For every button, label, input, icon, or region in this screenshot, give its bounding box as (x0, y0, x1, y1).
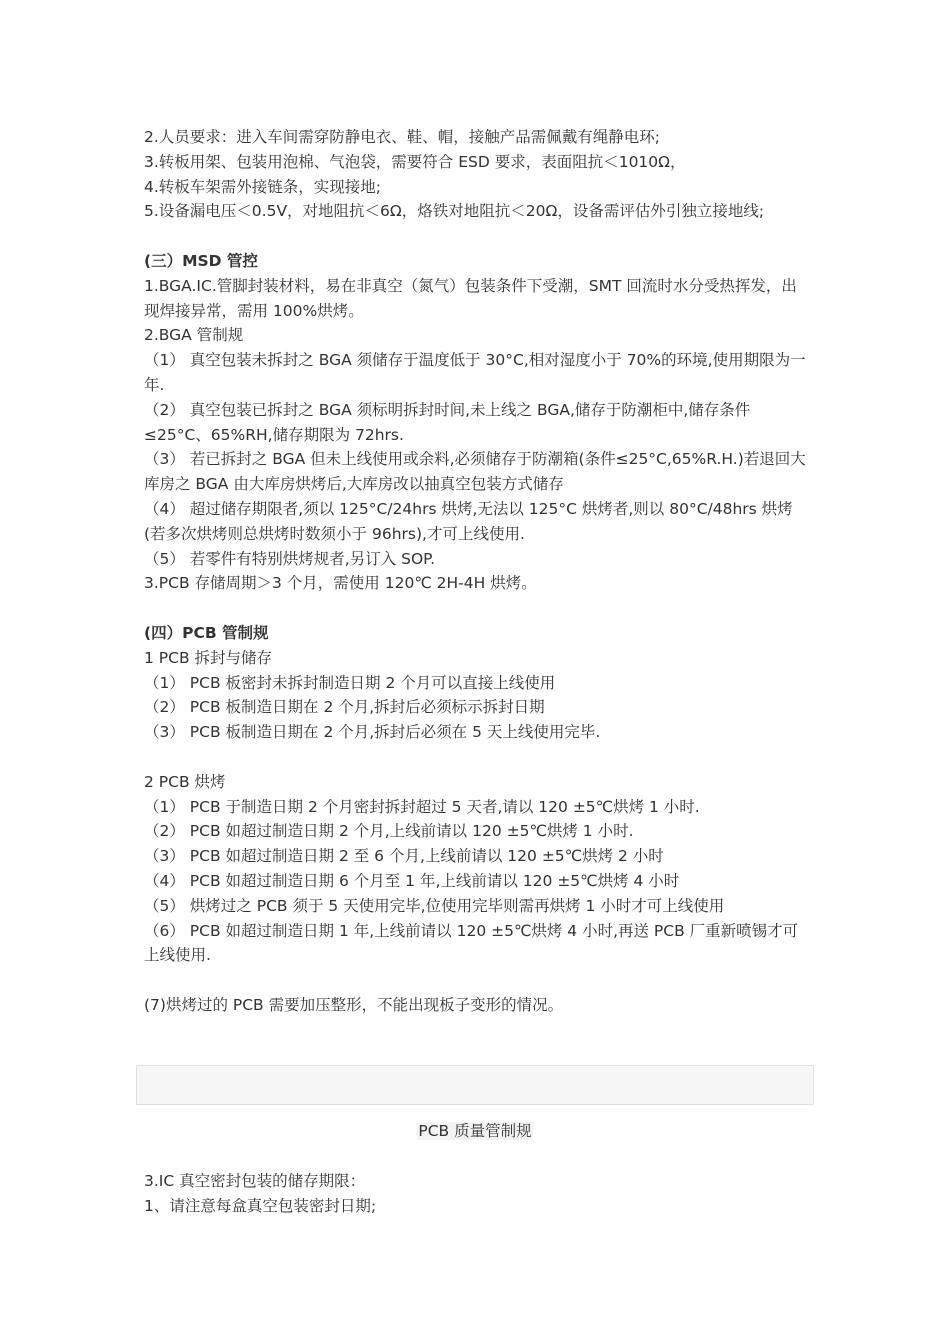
document-body (144, 125, 809, 1018)
bga-rule-2: （2） 真空包装已拆封之 BGA 须标明拆封时间,未上线之 BGA,储存于防潮柜中,储存条件≤25°C、65%RH,储存期限为 72hrs. (144, 400, 751, 444)
bga-rule-5: （5） 若零件有特别烘烤规者,另订入 SOP. (144, 549, 436, 568)
pcb-sub1-item-1: （1） PCB 板密封未拆封制造日期 2 个月可以直接上线使用 (144, 673, 556, 692)
pcb-sub2-item-6: （6） PCB 如超过制造日期 1 年,上线前请以 120 ±5℃烘烤 4 小时,再送 PCB 厂重新喷锡才可上线使用. (144, 921, 799, 965)
ic-item-1: 1、请注意每盒真空包装密封日期; (144, 1196, 377, 1215)
pcb-sub2-item-3: （3） PCB 如超过制造日期 2 至 6 个月,上线前请以 120 ±5℃烘烤 2 小时 (144, 847, 664, 866)
figure-caption (0, 1119, 950, 1143)
pcb-sub2-item-4: （4） PCB 如超过制造日期 6 个月至 1 年,上线前请以 120 ±5℃烘烤 4 小时 (144, 871, 680, 890)
msd-item-2-title: 2.BGA 管制规 (144, 326, 244, 345)
esd-item-5: 5.设备漏电压＜0.5V，对地阻抗＜6Ω，烙铁对地阻抗＜20Ω，设备需评估外引独立接地线; (144, 202, 765, 221)
bga-rule-1: （1） 真空包装未拆封之 BGA 须储存于温度低于 30°C,相对湿度小于 70%的环境,使用期限为一年. (144, 351, 806, 394)
pcb-sub1-item-3: （3） PCB 板制造日期在 2 个月,拆封后必须在 5 天上线使用完毕. (144, 723, 601, 742)
esd-item-2: 2.人员要求：进入车间需穿防静电衣、鞋、帽，接触产品需佩戴有绳静电环; (144, 128, 661, 146)
ic-section (144, 1169, 809, 1219)
msd-item-1: 1.BGA.IC.管脚封装材料，易在非真空（氮气）包装条件下受潮，SMT 回流时水分受热挥发，出现焊接异常，需用 100%烘烤。 (144, 276, 797, 320)
esd-item-3: 3.转板用架、包装用泡棉、气泡袋，需要符合 ESD 要求，表面阻抗＜1010Ω， (144, 152, 686, 171)
bga-rule-4: （4） 超过储存期限者,须以 125°C/24hrs 烘烤,无法以 125°C 烘烤者,则以 80°C/48hrs 烘烤(若多次烘烤则总烘烤时数须小于 96hrs),才可上线使用. (144, 499, 793, 543)
pcb-sub2-item-2: （2） PCB 如超过制造日期 2 个月,上线前请以 120 ±5℃烘烤 1 小时. (144, 822, 634, 841)
msd-heading: (三）MSD 管控 (144, 251, 258, 270)
pcb-sub2-item-5: （5） 烘烤过之 PCB 须于 5 天使用完毕,位使用完毕则需再烘烤 1 小时才可上线使用 (144, 896, 725, 915)
pcb-heading: (四）PCB 管制规 (144, 623, 269, 642)
ic-section-title: 3.IC 真空密封包装的储存期限： (144, 1172, 366, 1190)
pcb-sub1-title: 1 PCB 拆封与储存 (144, 648, 273, 667)
msd-item-3: 3.PCB 存储周期＞3 个月，需使用 120℃ 2H-4H 烘烤。 (144, 574, 537, 593)
pcb-sub2-item-1: （1） PCB 于制造日期 2 个月密封拆封超过 5 天者,请以 120 ±5℃烘烤 1 小时. (144, 797, 700, 816)
figure-image-placeholder (136, 1065, 814, 1105)
figure-caption-text: PCB 质量管制规 (418, 1122, 532, 1140)
bga-rule-3: （3） 若已拆封之 BGA 但未上线使用或余料,必须储存于防潮箱(条件≤25°C,65%R.H.)若退回大库房之 BGA 由大库房烘烤后,大库房改以抽真空包装方式储存 (144, 450, 806, 494)
pcb-sub1-item-2: （2） PCB 板制造日期在 2 个月,拆封后必须标示拆封日期 (144, 698, 545, 717)
esd-item-4: 4.转板车架需外接链条，实现接地; (144, 177, 382, 196)
pcb-sub2-title: 2 PCB 烘烤 (144, 772, 226, 791)
pcb-note-7: (7)烘烤过的 PCB 需要加压整形，不能出现板子变形的情况。 (144, 995, 564, 1014)
